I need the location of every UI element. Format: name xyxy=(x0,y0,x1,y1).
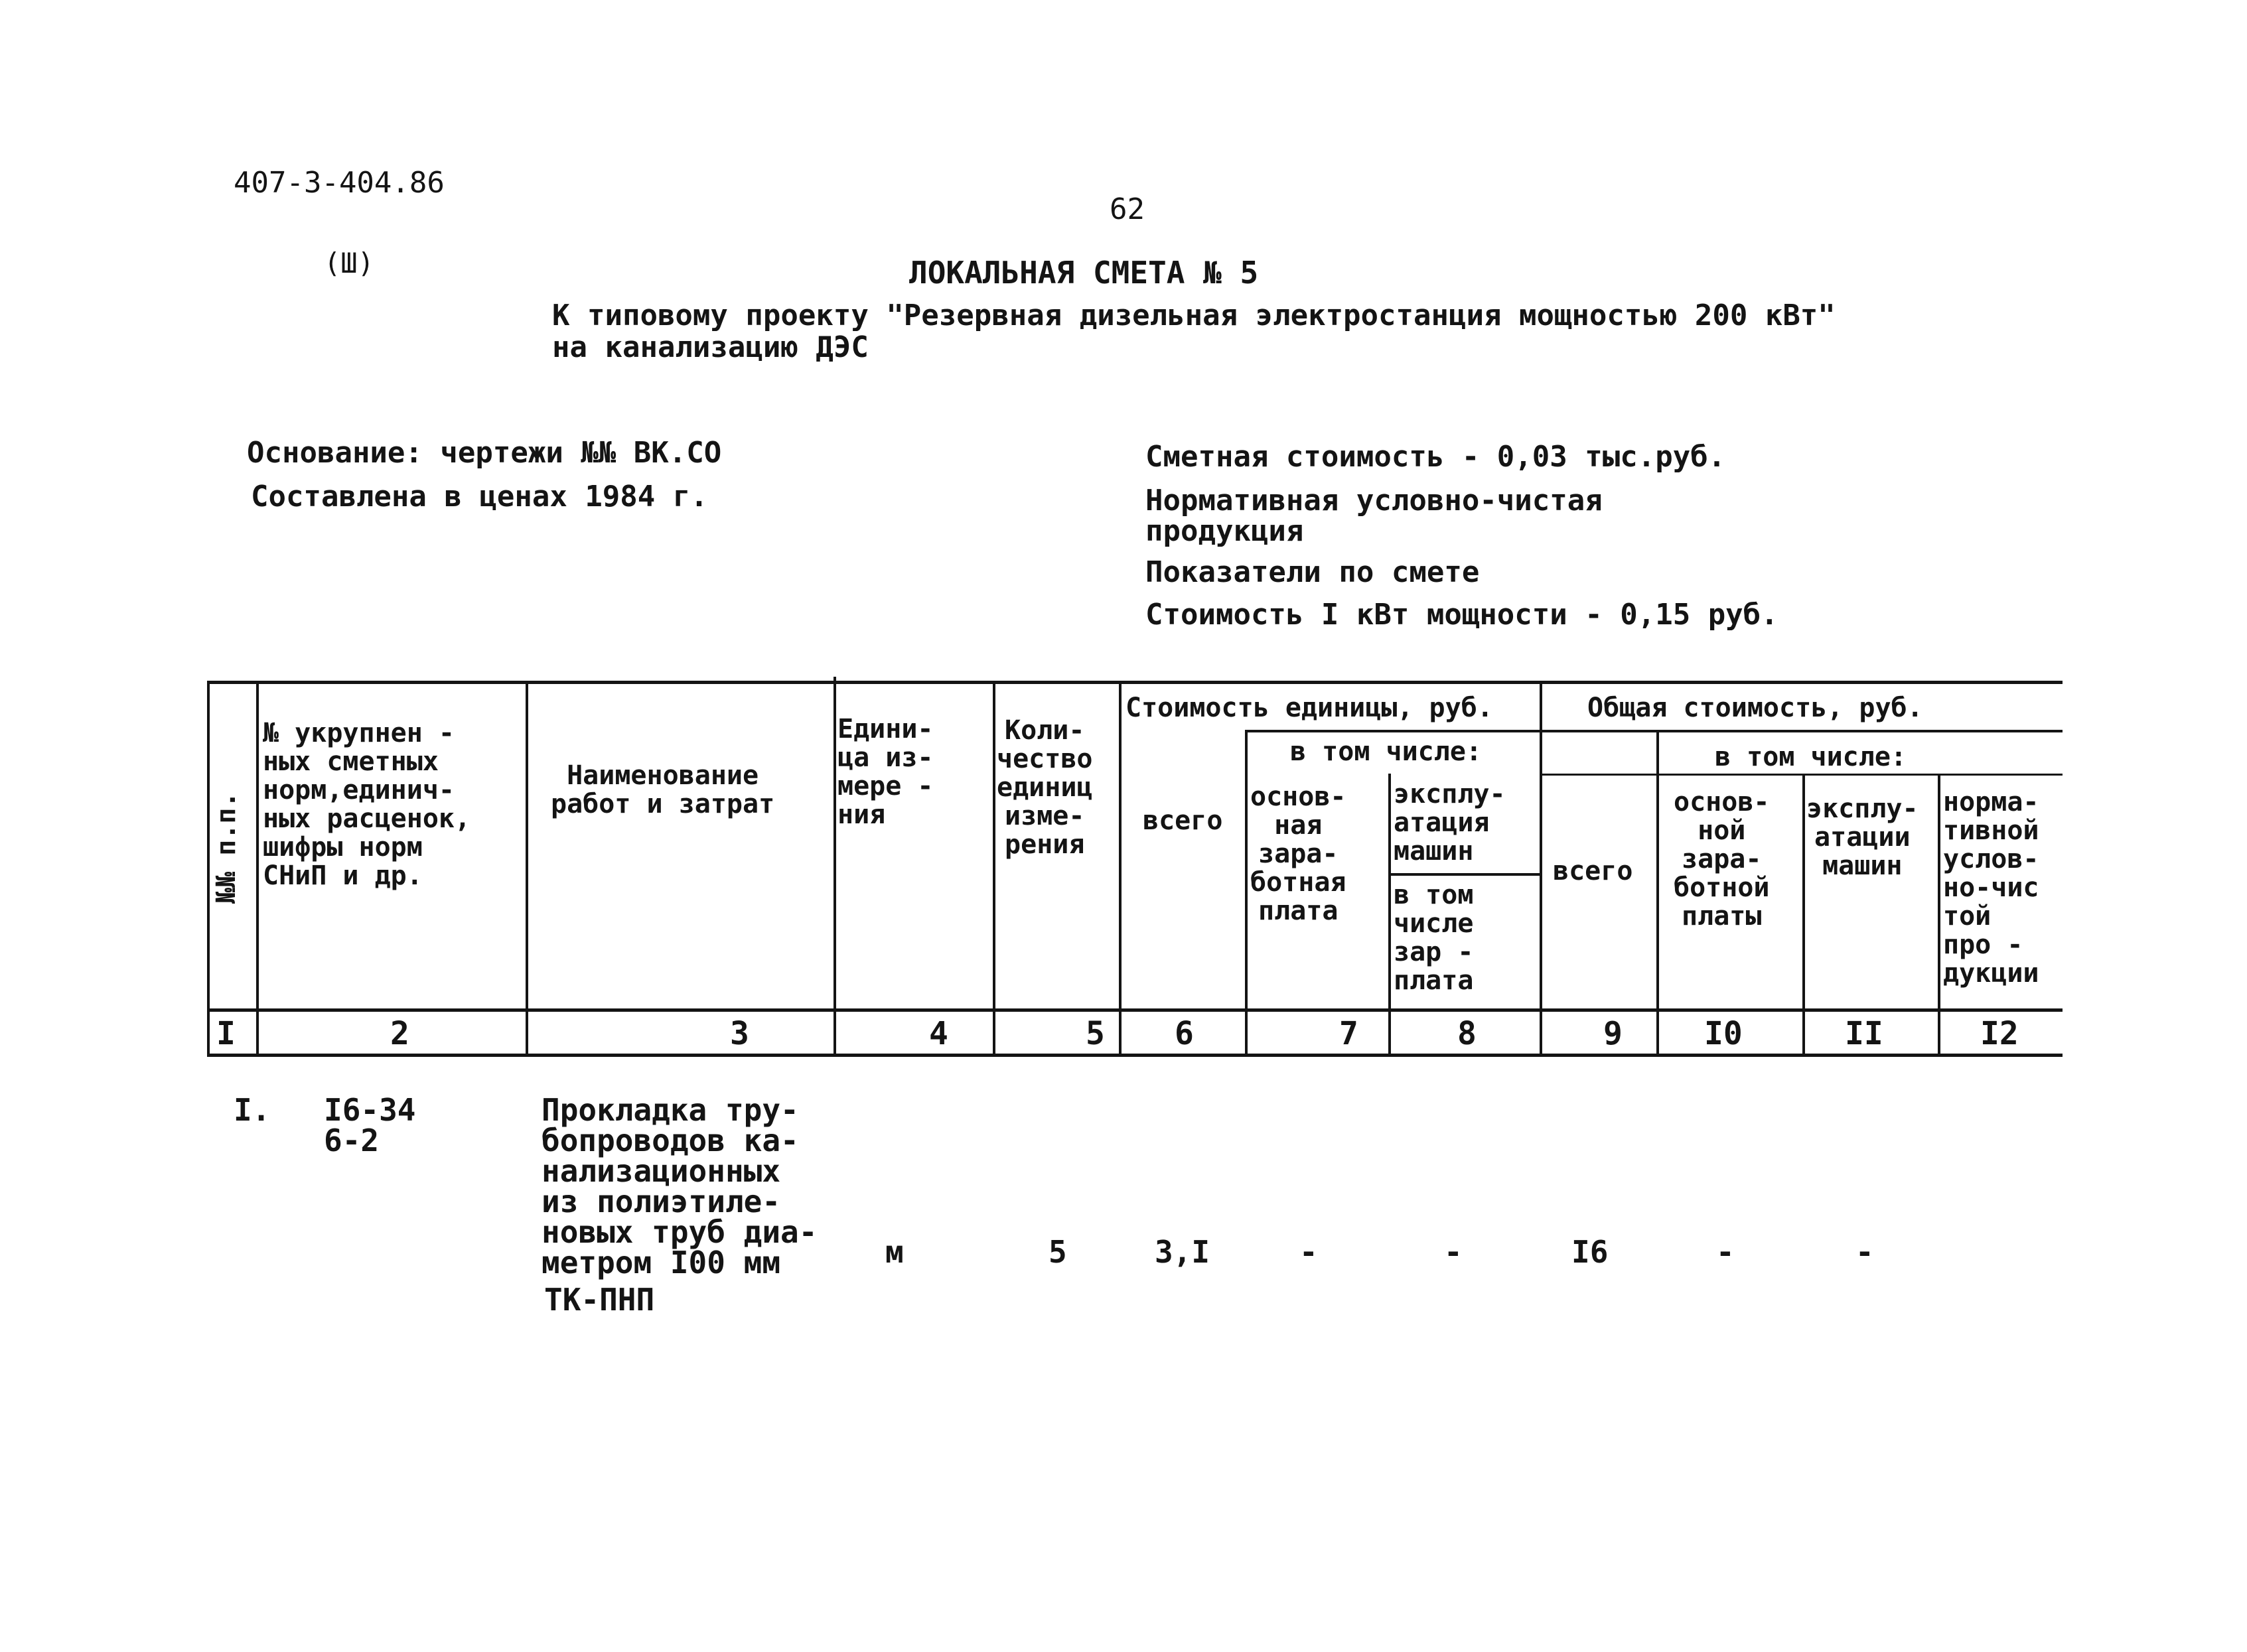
header-col-11: эксплу- атации машин xyxy=(1806,793,1919,881)
col-number-6: 6 xyxy=(1175,1015,1194,1052)
col-number-5: 5 xyxy=(1086,1015,1105,1052)
row-unit-total: 3,I xyxy=(1155,1234,1210,1270)
row-total-wage: - xyxy=(1716,1234,1735,1270)
col-border-9 xyxy=(1656,730,1659,1055)
header-col-3: Наименование работ и затрат xyxy=(551,760,775,819)
header-col-12: норма- тивной услов- но-чис той про - дукции xyxy=(1943,787,2039,989)
header-bottom-line xyxy=(207,1008,2063,1012)
col-border-10 xyxy=(1802,774,1805,1055)
header-col-9: всего xyxy=(1553,856,1633,886)
row-unit-machines: - xyxy=(1444,1234,1463,1270)
row-unit: м xyxy=(885,1234,904,1270)
row-number: I. xyxy=(234,1092,271,1128)
header-col-8a: эксплу- атация машин xyxy=(1394,779,1506,866)
col-number-4: 4 xyxy=(929,1015,948,1052)
row-code: I6-34 6-2 xyxy=(324,1092,416,1158)
header-col-6: всего xyxy=(1143,805,1223,836)
cost-per-kw-text: Стоимость I кВт мощности - 0,15 руб. xyxy=(1145,598,1778,632)
header-including-unit: в том числе: xyxy=(1290,736,1482,767)
col-border-2 xyxy=(526,681,528,1055)
numbers-bottom-line xyxy=(207,1054,2063,1057)
page-number: 62 xyxy=(1110,192,1145,226)
col-number-10: I0 xyxy=(1704,1015,1743,1052)
header-total-cost: Общая стоимость, руб. xyxy=(1587,693,1923,723)
basis-text: Основание: чертежи №№ ВК.СО xyxy=(247,436,722,470)
header-including-total: в том числе: xyxy=(1715,742,1907,772)
col8-split-line xyxy=(1390,873,1540,876)
header-col-2: № укрупнен - ных сметных норм,единич- ных расценок, шифры норм СНиП и др. xyxy=(263,718,471,891)
header-col-5: Коли- чество единиц изме- рения xyxy=(997,715,1093,860)
col-border-4 xyxy=(993,681,995,1055)
col-border-8 xyxy=(1540,681,1542,1055)
col-border-5 xyxy=(1119,681,1122,1055)
normative-text: Нормативная условно-чистая продукция xyxy=(1145,484,1603,548)
row-total: I6 xyxy=(1571,1234,1609,1270)
row-quantity: 5 xyxy=(1049,1234,1067,1270)
estimate-title: ЛОКАЛЬНАЯ СМЕТА № 5 xyxy=(909,255,1259,291)
row-unit-wage: - xyxy=(1299,1234,1318,1270)
subtitle-line-1: К типовому проекту "Резервная дизельная электростанция мощностью 200 кВт" xyxy=(552,299,1836,332)
total-cost-sub-line xyxy=(1540,730,2063,732)
header-col-1: №№ п.п. xyxy=(211,792,242,904)
subtitle-line-2: на канализацию ДЭС xyxy=(552,330,869,364)
col-number-1: I xyxy=(216,1015,236,1052)
cost-text: Сметная стоимость - 0,03 тыс.руб. xyxy=(1145,440,1726,474)
col-border-0 xyxy=(207,681,210,1055)
header-col-7: основ- ная зара- ботная плата xyxy=(1250,782,1346,926)
row-note: ТК-ПНП xyxy=(544,1282,655,1318)
unit-cost-sub-line xyxy=(1246,730,1540,732)
row-work-name: Прокладка тру- бопроводов ка- нализационных из полиэтиле- новых труб диа- метром I00 мм xyxy=(542,1092,818,1280)
col-border-1 xyxy=(256,681,259,1055)
estimate-subtitle xyxy=(552,300,1836,364)
col-number-11: II xyxy=(1845,1015,1883,1052)
document-code: 407-3-404.86 xyxy=(234,166,445,200)
col-border-3 xyxy=(834,677,836,1055)
sheet-mark: (Ш) xyxy=(324,247,374,279)
table-top-line xyxy=(207,681,2063,684)
header-col-4: Едини- ца из- мере - ния xyxy=(837,714,934,830)
total-cost-sub-line-2 xyxy=(1540,774,2063,776)
col-border-6 xyxy=(1245,730,1248,1055)
col-number-7: 7 xyxy=(1339,1015,1358,1052)
col-number-9: 9 xyxy=(1603,1015,1623,1052)
header-col-8b: в том числе зар - плата xyxy=(1394,880,1474,996)
col-number-3: 3 xyxy=(730,1015,749,1052)
col-border-11 xyxy=(1938,774,1940,1055)
prices-text: Составлена в ценах 1984 г. xyxy=(251,480,708,514)
row-total-machines: - xyxy=(1855,1234,1874,1270)
header-unit-cost: Стоимость единицы, руб. xyxy=(1125,693,1493,723)
indicators-text: Показатели по смете xyxy=(1145,555,1480,589)
col-border-7 xyxy=(1388,774,1391,1055)
col-number-2: 2 xyxy=(390,1015,409,1052)
col-number-8: 8 xyxy=(1457,1015,1477,1052)
col-number-12: I2 xyxy=(1980,1015,2019,1052)
header-col-10: основ- ной зара- ботной платы xyxy=(1674,787,1770,931)
